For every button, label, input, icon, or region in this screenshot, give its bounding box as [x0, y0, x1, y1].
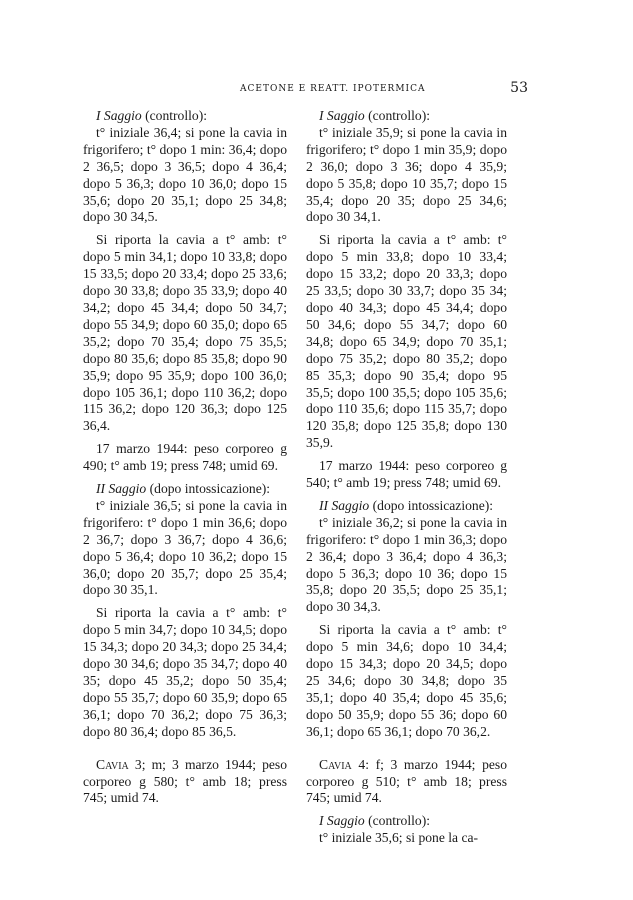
- saggio-heading: [306, 813, 507, 830]
- paragraph: Si riporta la cavia a t° amb: t° dopo 5 min 33,8; dopo 10 33,4; dopo 15 33,2; dopo 20 33,3; dopo 25 33,5; dopo 30 33,7; dopo 35 34; dopo 40 34,3; dopo 45 34,4; dopo 50 34,6; dopo 55 34,7; dopo 60 34,8; dopo 65 34,9; dopo 70 35,1; dopo 75 35,2; dopo 80 35,2; dopo 85 35,3; dopo 90 35,4; dopo 95 35,5; dopo 100 35,5; dopo 105 35,6; dopo 110 35,6; dopo 115 35,7; dopo 120 35,8; dopo 125 35,8; dopo 130 35,9.: [306, 232, 507, 451]
- right-column: [306, 108, 507, 847]
- paragraph: Si riporta la cavia a t° amb: t° dopo 5 min 34,1; dopo 10 33,8; dopo 15 33,5; dopo 20 33,4; dopo 25 33,6; dopo 30 33,8; dopo 35 33,9; dopo 40 34,2; dopo 45 34,4; dopo 50 34,7; dopo 55 34,9; dopo 60 35,0; dopo 65 35,2; dopo 70 35,4; dopo 75 35,5; dopo 80 35,6; dopo 85 35,8; dopo 90 35,9; dopo 95 35,9; dopo 100 36,0; dopo 105 36,1; dopo 110 36,2; dopo 115 36,2; dopo 120 36,3; dopo 125 36,4.: [83, 232, 287, 434]
- paragraph: t° iniziale 36,2; si pone la cavia in frigorifero: t° dopo 1 min 36,3; dopo 2 36,4; dopo 3 36,4; dopo 4 36,3; dopo 5 36,3; dopo 10 36; dopo 15 35,8; dopo 20 35,5; dopo 25 35,1; dopo 30 34,3.: [306, 514, 507, 615]
- saggio-title: I Saggio: [319, 813, 365, 829]
- left-column: [83, 108, 287, 807]
- cavia-label: Cavia 4: [319, 756, 366, 772]
- saggio-subtitle: (dopo intossicazione):: [369, 497, 494, 513]
- paragraph: t° iniziale 36,4; si pone la cavia in frigorifero; t° dopo 1 min: 36,4; dopo 2 36,5; dopo 3 36,5; dopo 4 36,4; dopo 5 36,3; dopo 10 36,0; dopo 15 35,6; dopo 20 35,1; dopo 25 34,8; dopo 30 34,5.: [83, 124, 287, 225]
- cavia-paragraph: [306, 757, 507, 808]
- cavia-details: : f; 3 marzo 1944; peso corporeo g 510; t° amb 18; press 745; umid 74.: [306, 756, 507, 806]
- running-title: ACETONE E REATT. IPOTERMICA: [240, 84, 426, 94]
- page-header: [90, 80, 540, 100]
- paragraph: Si riporta la cavia a t° amb: t° dopo 5 min 34,6; dopo 10 34,4; dopo 15 34,3; dopo 20 34,5; dopo 25 34,6; dopo 30 34,8; dopo 35 35,1; dopo 40 35,4; dopo 45 35,6; dopo 50 35,9; dopo 55 36; dopo 60 36,1; dopo 65 36,1; dopo 70 36,2.: [306, 622, 507, 739]
- saggio-heading: [83, 108, 287, 125]
- cavia-details: ; m; 3 marzo 1944; peso corporeo g 580; t° amb 18; press 745; umid 74.: [83, 756, 288, 806]
- cavia-paragraph: [83, 757, 287, 808]
- saggio-subtitle: (controllo):: [364, 813, 430, 829]
- saggio-heading: [83, 481, 287, 498]
- paragraph: Si riporta la cavia a t° amb: t° dopo 5 min 34,7; dopo 10 34,5; dopo 15 34,3; dopo 20 34,3; dopo 25 34,4; dopo 30 34,6; dopo 35 34,7; dopo 40 35; dopo 45 35,2; dopo 50 35,4; dopo 55 35,7; dopo 60 35,9; dopo 65 36,1; dopo 70 36,2; dopo 75 36,3; dopo 80 36,4; dopo 85 36,5.: [83, 605, 287, 739]
- paragraph: t° iniziale 35,6; si pone la ca-: [319, 830, 479, 846]
- saggio-title: I Saggio: [96, 108, 142, 123]
- paragraph: t° iniziale 35,9; si pone la cavia in frigorifero; t° dopo 1 min 35,9; dopo 2 36,0; dopo 3 36; dopo 4 35,9; dopo 5 35,8; dopo 10 35,7; dopo 15 35,4; dopo 20 35; dopo 25 34,6; dopo 30 34,1.: [306, 124, 507, 225]
- saggio-title: II Saggio: [319, 497, 370, 513]
- paragraph: 17 marzo 1944: peso corporeo g 490; t° amb 19; press 748; umid 69.: [83, 441, 287, 474]
- page-number: 53: [510, 80, 528, 96]
- saggio-heading: [306, 108, 507, 125]
- saggio-subtitle: (dopo intossicazione):: [146, 481, 271, 497]
- saggio-subtitle: (controllo):: [364, 108, 430, 123]
- saggio-heading: [306, 498, 507, 515]
- saggio-subtitle: (controllo):: [141, 108, 207, 123]
- cavia-label: Cavia 3: [96, 756, 142, 772]
- paragraph: 17 marzo 1944: peso corporeo g 540; t° amb 19; press 748; umid 69.: [306, 458, 507, 491]
- paragraph: t° iniziale 36,5; si pone la cavia in frigorifero: t° dopo 1 min 36,6; dopo 2 36,7; dopo 3 36,7; dopo 4 36,6; dopo 5 36,4; dopo 10 36,2; dopo 15 36,0; dopo 20 35,7; dopo 25 35,4; dopo 30 35,1.: [83, 497, 287, 598]
- saggio-title: I Saggio: [319, 108, 365, 123]
- saggio-title: II Saggio: [96, 481, 147, 497]
